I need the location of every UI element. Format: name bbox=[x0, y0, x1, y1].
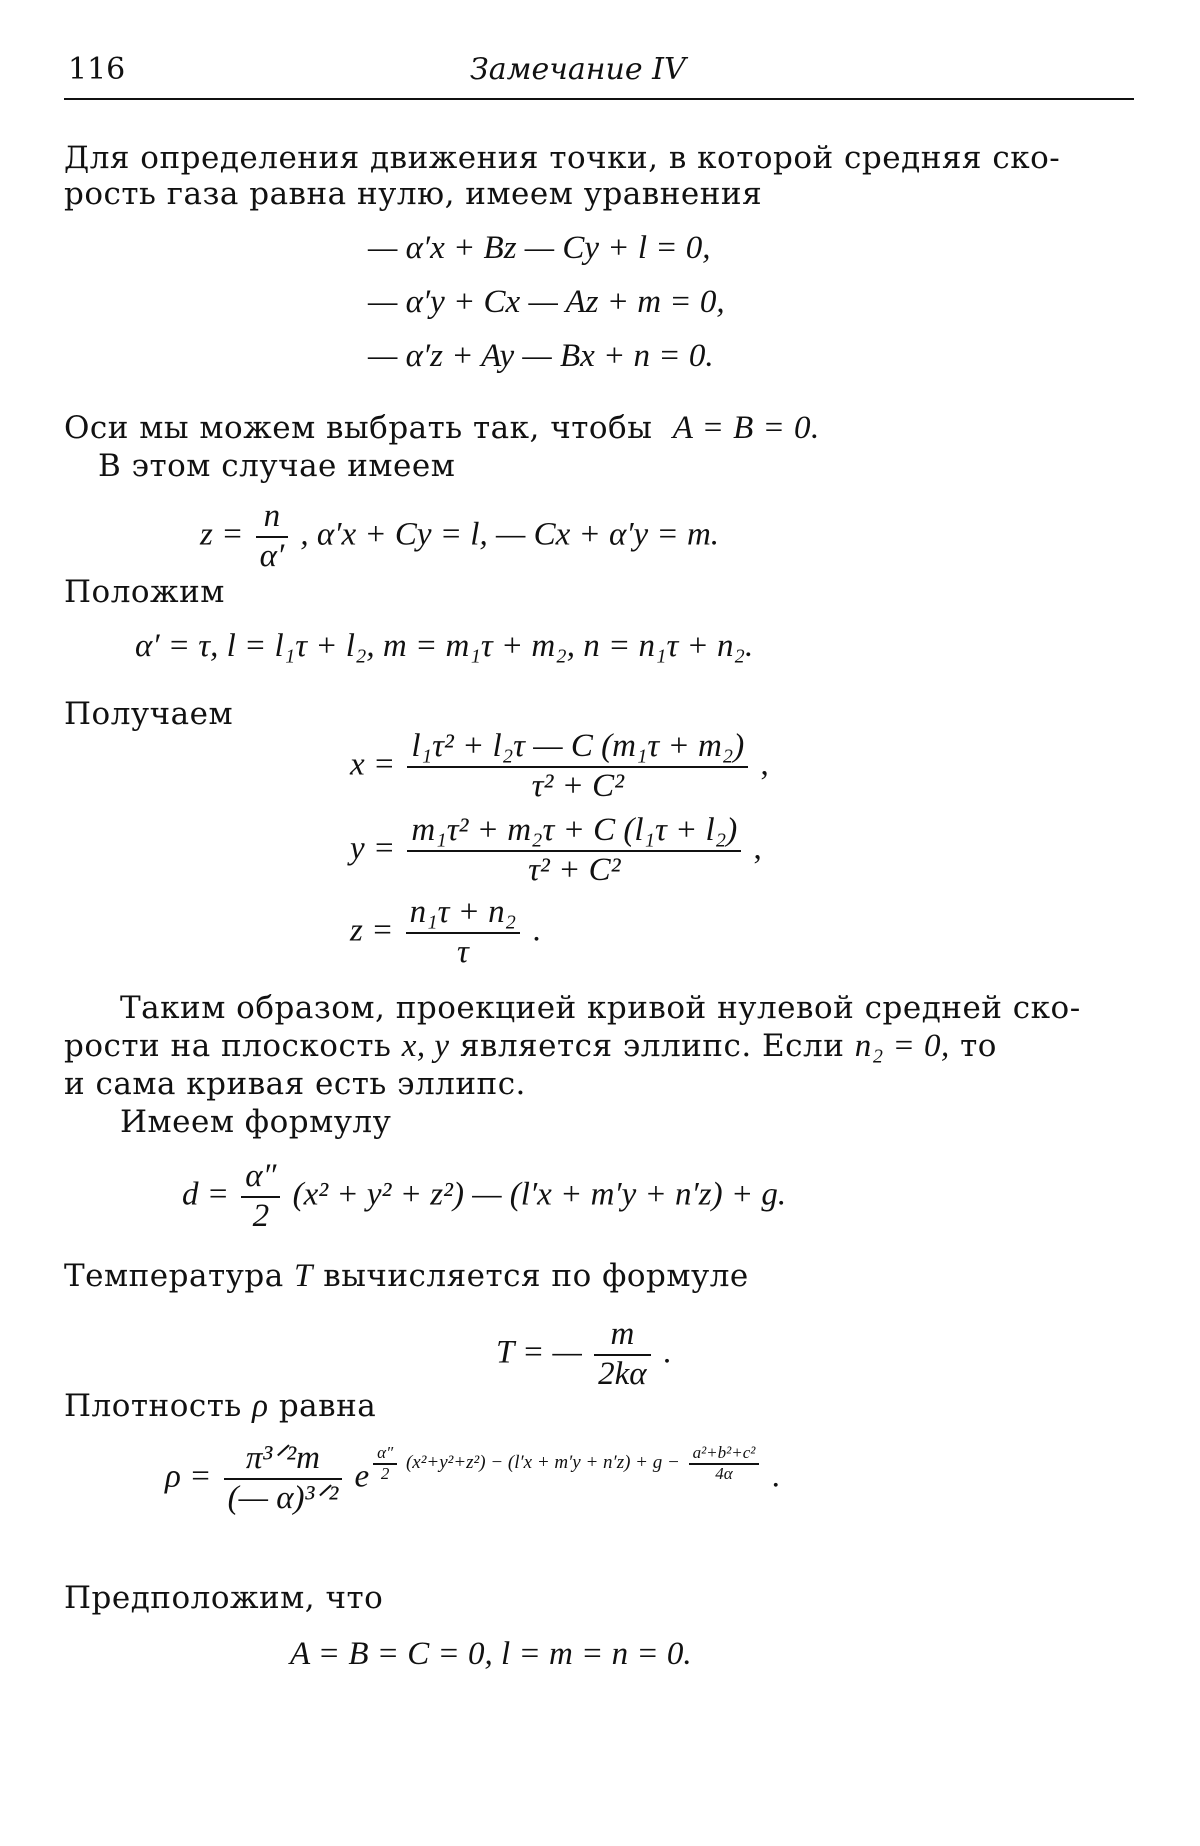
numerator: m bbox=[594, 1316, 650, 1356]
eq-lhs: x = bbox=[350, 746, 396, 783]
eq-lhs: ρ = bbox=[165, 1458, 212, 1495]
equation-d bbox=[182, 1158, 786, 1236]
equation-5: α′ = τ, l = l₁τ + l₂, m = m₁τ + m₂, n = n₁τ + n₂. bbox=[135, 628, 754, 664]
inline-math: x, y bbox=[401, 1028, 450, 1064]
paragraph-line: Для определения движения точки, в которой средняя ско- bbox=[64, 140, 1061, 176]
denominator: τ² + C² bbox=[531, 767, 625, 804]
denominator: 2 bbox=[380, 1464, 390, 1484]
eq-lhs: z = bbox=[200, 516, 244, 553]
page-number: 116 bbox=[68, 52, 126, 87]
denominator: 4α bbox=[715, 1464, 733, 1484]
paragraph-line bbox=[64, 410, 820, 447]
denominator: τ² + C² bbox=[528, 851, 621, 888]
fraction bbox=[407, 812, 741, 890]
numerator: α″ bbox=[241, 1158, 280, 1198]
running-title: Замечание IV bbox=[470, 52, 686, 87]
text: является эллипс. Если bbox=[459, 1028, 845, 1064]
eq-lhs: y = bbox=[350, 830, 396, 867]
period: . bbox=[662, 1334, 672, 1371]
eq-rest: , α′x + Cy = l, — Cx + α′y = m. bbox=[300, 516, 720, 553]
equation-3: — α′z + Ay — Bx + n = 0. bbox=[368, 338, 714, 374]
equation-1: — α′x + Bz — Cy + l = 0, bbox=[368, 230, 711, 266]
eq-lhs: d = bbox=[182, 1176, 230, 1213]
inline-math: A = B = 0. bbox=[672, 410, 820, 446]
period: . bbox=[771, 1458, 780, 1495]
denominator: 2 bbox=[252, 1197, 270, 1234]
numerator: π³ᐟ²m bbox=[224, 1440, 343, 1480]
inline-math: n₂ = 0, bbox=[854, 1028, 950, 1064]
exponent-fraction-2 bbox=[689, 1444, 760, 1483]
inline-math: ρ bbox=[252, 1388, 269, 1424]
paragraph-line: Получаем bbox=[64, 696, 234, 732]
text: вычисляется по формуле bbox=[323, 1258, 749, 1294]
header-rule bbox=[64, 98, 1134, 100]
paragraph-line: рость газа равна нулю, имеем уравнения bbox=[64, 176, 763, 212]
text: рости на плоскость bbox=[64, 1028, 392, 1064]
equation-last: A = B = C = 0, l = m = n = 0. bbox=[290, 1636, 692, 1672]
paragraph-line bbox=[64, 1388, 376, 1425]
fraction bbox=[224, 1440, 343, 1518]
equation-rho bbox=[165, 1440, 780, 1518]
paragraph-line: Таким образом, проекцией кривой нулевой средней ско- bbox=[120, 990, 1081, 1026]
numerator: m₁τ² + m₂τ + C (l₁τ + l₂) bbox=[407, 812, 741, 852]
text: Плотность bbox=[64, 1388, 242, 1424]
numerator: α″ bbox=[373, 1444, 397, 1465]
numerator: n₁τ + n₂ bbox=[406, 894, 521, 934]
paragraph-line: и сама кривая есть эллипс. bbox=[64, 1066, 526, 1102]
eq-lhs: T = — bbox=[496, 1334, 582, 1371]
paragraph-line: В этом случае имеем bbox=[98, 448, 456, 484]
fraction bbox=[594, 1316, 650, 1394]
equation-x bbox=[350, 728, 769, 806]
eq-lhs: z = bbox=[350, 912, 394, 949]
comma: , bbox=[753, 830, 762, 867]
paragraph-line: Имеем формулу bbox=[120, 1104, 392, 1140]
inline-math: T bbox=[294, 1258, 313, 1294]
fraction bbox=[407, 728, 748, 806]
fraction bbox=[241, 1158, 280, 1236]
exp-base: e bbox=[354, 1458, 370, 1495]
equation-z bbox=[350, 894, 541, 972]
exponent-fraction bbox=[373, 1444, 397, 1483]
period: . bbox=[532, 912, 541, 949]
text: Оси мы можем выбрать так, чтобы bbox=[64, 410, 653, 446]
fraction bbox=[256, 498, 289, 576]
equation-4 bbox=[200, 498, 719, 576]
exponent bbox=[369, 1444, 763, 1483]
eq-rest: (x² + y² + z²) — (l′x + m′y + n′z) + g. bbox=[292, 1176, 787, 1213]
text: равна bbox=[278, 1388, 377, 1424]
numerator: l₁τ² + l₂τ — C (m₁τ + m₂) bbox=[407, 728, 748, 768]
text: то bbox=[960, 1028, 997, 1064]
paragraph-line: Положим bbox=[64, 574, 225, 610]
equation-2: — α′y + Cx — Az + m = 0, bbox=[368, 284, 725, 320]
denominator: τ bbox=[456, 933, 469, 970]
denominator: 2kα bbox=[598, 1355, 647, 1392]
paragraph-line: Предположим, что bbox=[64, 1580, 384, 1616]
numerator: n bbox=[256, 498, 289, 538]
paragraph-line bbox=[64, 1028, 997, 1065]
numerator: a²+b²+c² bbox=[689, 1444, 760, 1465]
equation-y bbox=[350, 812, 762, 890]
paragraph-line bbox=[64, 1258, 749, 1295]
comma: , bbox=[760, 746, 769, 783]
denominator: α′ bbox=[259, 537, 285, 574]
exponent-middle: (x²+y²+z²) − (l′x + m′y + n′z) + g − bbox=[405, 1452, 680, 1474]
equation-T bbox=[496, 1316, 671, 1394]
text: Температура bbox=[64, 1258, 284, 1294]
fraction bbox=[406, 894, 521, 972]
denominator: (— α)³ᐟ² bbox=[227, 1479, 339, 1516]
